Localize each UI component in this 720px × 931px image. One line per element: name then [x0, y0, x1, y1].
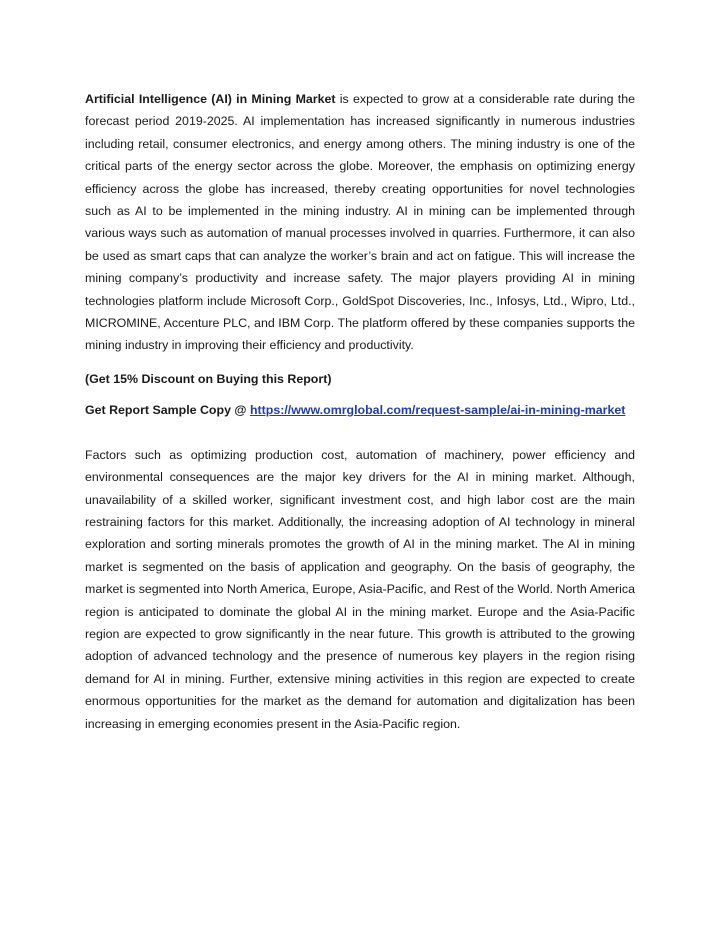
sample-request-link[interactable]: https://www.omrglobal.com/request-sample/ai-in-mining-market	[249, 403, 626, 418]
market-title: Artificial Intelligence (AI) in Mining Market	[85, 92, 336, 106]
intro-body: is expected to grow at a considerable rate during the forecast period 2019-2025. AI implementation has increased significantly in numerous industries including retail, consumer electronics, and energy among others. The mining industry is one of the critical parts of the energy sector across the globe. Moreover, the emphasis on optimizing energy efficiency across the globe has increased, thereby creating opportunities for novel technologies such as AI to be implemented in the mining industry. AI in mining can be implemented through various ways such as automation of manual processes involved in quarries. Furthermore, it can also be used as smart caps that can analyze the worker’s brain and act on fatigue. This will increase the mining company’s productivity and increase safety. The major players providing AI in mining technologies platform include Microsoft Corp., GoldSpot Discoveries, Inc., Infosys, Ltd., Wipro, Ltd., MICROMINE, Accenture PLC, and IBM Corp. The platform offered by these companies supports the mining industry in improving their efficiency and productivity.	[85, 92, 636, 353]
sample-request-line	[85, 399, 635, 421]
document-page	[85, 88, 635, 735]
discount-callout: (Get 15% Discount on Buying this Report)	[85, 371, 332, 386]
intro-paragraph	[85, 88, 635, 357]
factors-paragraph: Factors such as optimizing production cost, automation of machinery, power efficiency and environmental consequences are the major key drivers for the AI in mining market. Although, unavailability of a skilled worker, significant investment cost, and high labor cost are the main restraining factors for this market. Additionally, the increasing adoption of AI technology in mineral exploration and sorting minerals promotes the growth of AI in the mining market. The AI in mining market is segmented on the basis of application and geography. On the basis of geography, the market is segmented into North America, Europe, Asia-Pacific, and Rest of the World. North America region is anticipated to dominate the global AI in the mining market. Europe and the Asia-Pacific region are expected to grow significantly in the near future. This growth is attributed to the growing adoption of advanced technology and the presence of numerous key players in the region rising demand for AI in mining. Further, extensive mining activities in this region are expected to create enormous opportunities for the market as the demand for automation and digitalization has been increasing in emerging economies present in the Asia-Pacific region.	[85, 447, 636, 731]
sample-label: Get Report Sample Copy @	[85, 403, 250, 418]
